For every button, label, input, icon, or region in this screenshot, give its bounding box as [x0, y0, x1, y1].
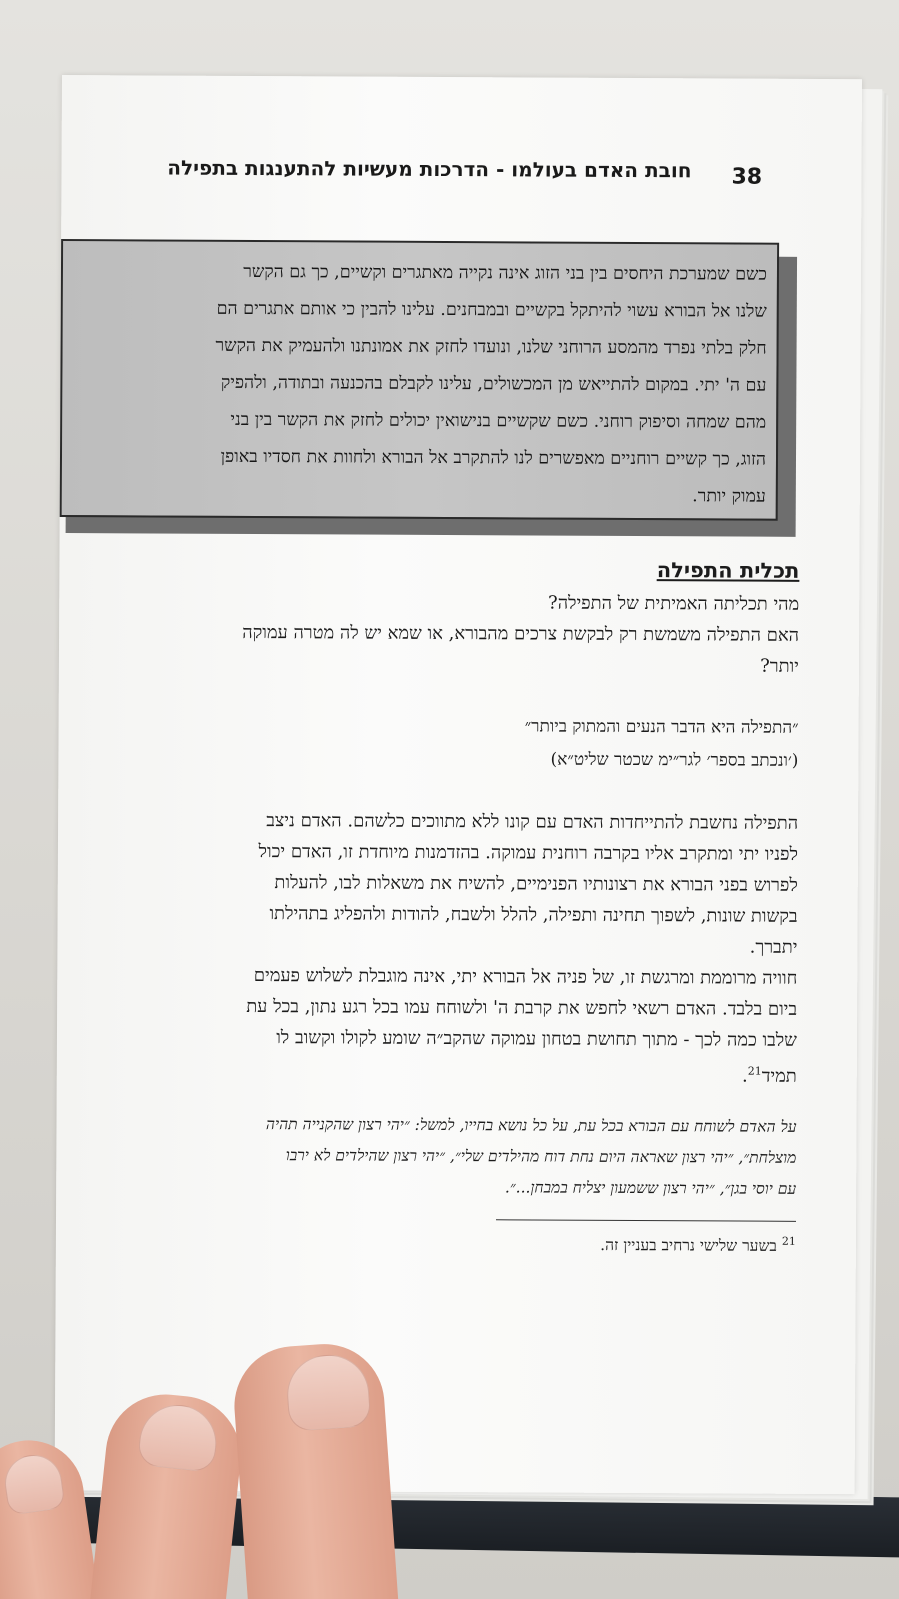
paragraph-word: תמיד	[761, 1065, 797, 1087]
footnote	[56, 1226, 796, 1258]
paragraph-line: לפניו יתי ומתקרב אליו בקרבה רוחנית עמוקה. בהזדמנות מיוחדת זו, האדם יכול	[258, 841, 798, 865]
question-line: מהי תכליתה האמיתית של התפילה?	[548, 592, 800, 615]
footnote-divider	[496, 1219, 796, 1222]
boxed-text-line: שלנו אל הבורא עשוי להיתקל בקשיים ובמבחנים. עלינו להבין כי אותם אתגרים הם	[216, 298, 767, 322]
boxed-text-line: עם ה' יתי. במקום להתייאש מן המכשולים, עלינו לקבלם בהכנעה ובתודה, ולהפיק	[220, 372, 767, 396]
example-line: על האדם לשוחח עם הבורא בכל עת, על כל נושא בחייו, למשל: ״יהי רצון שהקנייה תהיה	[265, 1115, 797, 1136]
paragraph-line: ביום בלבד. האדם רשאי לחפש את קרבת ה' ולשוחח עמו בכל רגע נתון, בכל עת	[246, 995, 798, 1020]
page-number: 38	[731, 164, 763, 190]
question-line: האם התפילה משמשת רק לבקשת צרכים מהבורא, או שמא יש לה מטרה עמוקה	[242, 621, 800, 646]
book-page	[55, 75, 862, 1494]
paragraph-line: שלבו כמה לכך - מתוך תחושת בטחון עמוקה שהקב״ה שומע לקולו וקשוב לו	[276, 1027, 798, 1051]
question-line: יותר?	[760, 655, 799, 677]
running-title: חובת האדם בעולמו - הדרכות מעשיות להתענגות בתפילה	[167, 155, 692, 183]
boxed-text-line: כשם שמערכת היחסים בין בני הזוג אינה נקייה מאתגרים וקשיים, כך גם הקשר	[243, 261, 768, 285]
footnote-marker: 21	[747, 1064, 762, 1078]
paragraph-line-last: תמיד$^{21}$.	[741, 1064, 797, 1087]
paragraph-line: התפילה נחשבת להתייחדות האדם עם קונו ללא מתווכים כלשהם. האדם ניצב	[266, 810, 799, 834]
footnote-text: בשער שלישי נרחיב בעניין זה.	[600, 1235, 777, 1255]
paragraph-line: לפרוש בפני הבורא את רצונותיו הפנימיים, להשיח את משאלות לבו, להעלות	[274, 872, 798, 896]
paragraph-line: חוויה מרוממת ומרגשת זו, של פניה אל הבורא יתי, אינה מוגבלת לשלוש פעמים	[253, 965, 798, 989]
section-title: תכלית התפילה	[656, 558, 800, 583]
paragraph-line: בקשות שונות, לשפוך תחינה ותפילה, להלל ולשבח, להודות ולהפליג בתהילתו	[269, 903, 798, 927]
boxed-text-line: הזוג, כך קשיים רוחניים מאפשרים לנו להתקרב אל הבורא ולחוות את חסדיו באופן	[220, 446, 767, 470]
page-header	[91, 155, 821, 199]
quote-source: (׳ונכתב בספר׳ לגר״ימ שכטר שליט״א)	[550, 749, 799, 771]
main-content	[56, 555, 800, 1258]
boxed-text-line: עמוק יותר.	[692, 486, 766, 507]
boxed-text	[60, 239, 779, 521]
boxed-text-line: חלק בלתי נפרד מהמסע הרוחני שלנו, ונועדו לחזק את אמונתנו ולהעמיק את הקשר	[215, 335, 767, 359]
paragraph-line: יתברך.	[749, 936, 798, 958]
footnote-number: 21	[781, 1234, 796, 1248]
quote: ״התפילה היא הדבר הנעים והמתוק ביותר״	[524, 716, 799, 738]
example-line: מוצלחת״, ״יהי רצון שאראה היום נחת דוח מהילדים שלי״, ״יהי רצון שהילדים לא ירבו	[285, 1146, 797, 1167]
boxed-text-line: מהם שמחה וסיפוק רוחני. כשם שקשיים בנישואין יכולים לחזק את הקשר בין בני	[230, 409, 767, 433]
example-line: עם יוסי בגן״, ״יהי רצון ששמעון יצליח במבחן...״.	[504, 1178, 797, 1198]
